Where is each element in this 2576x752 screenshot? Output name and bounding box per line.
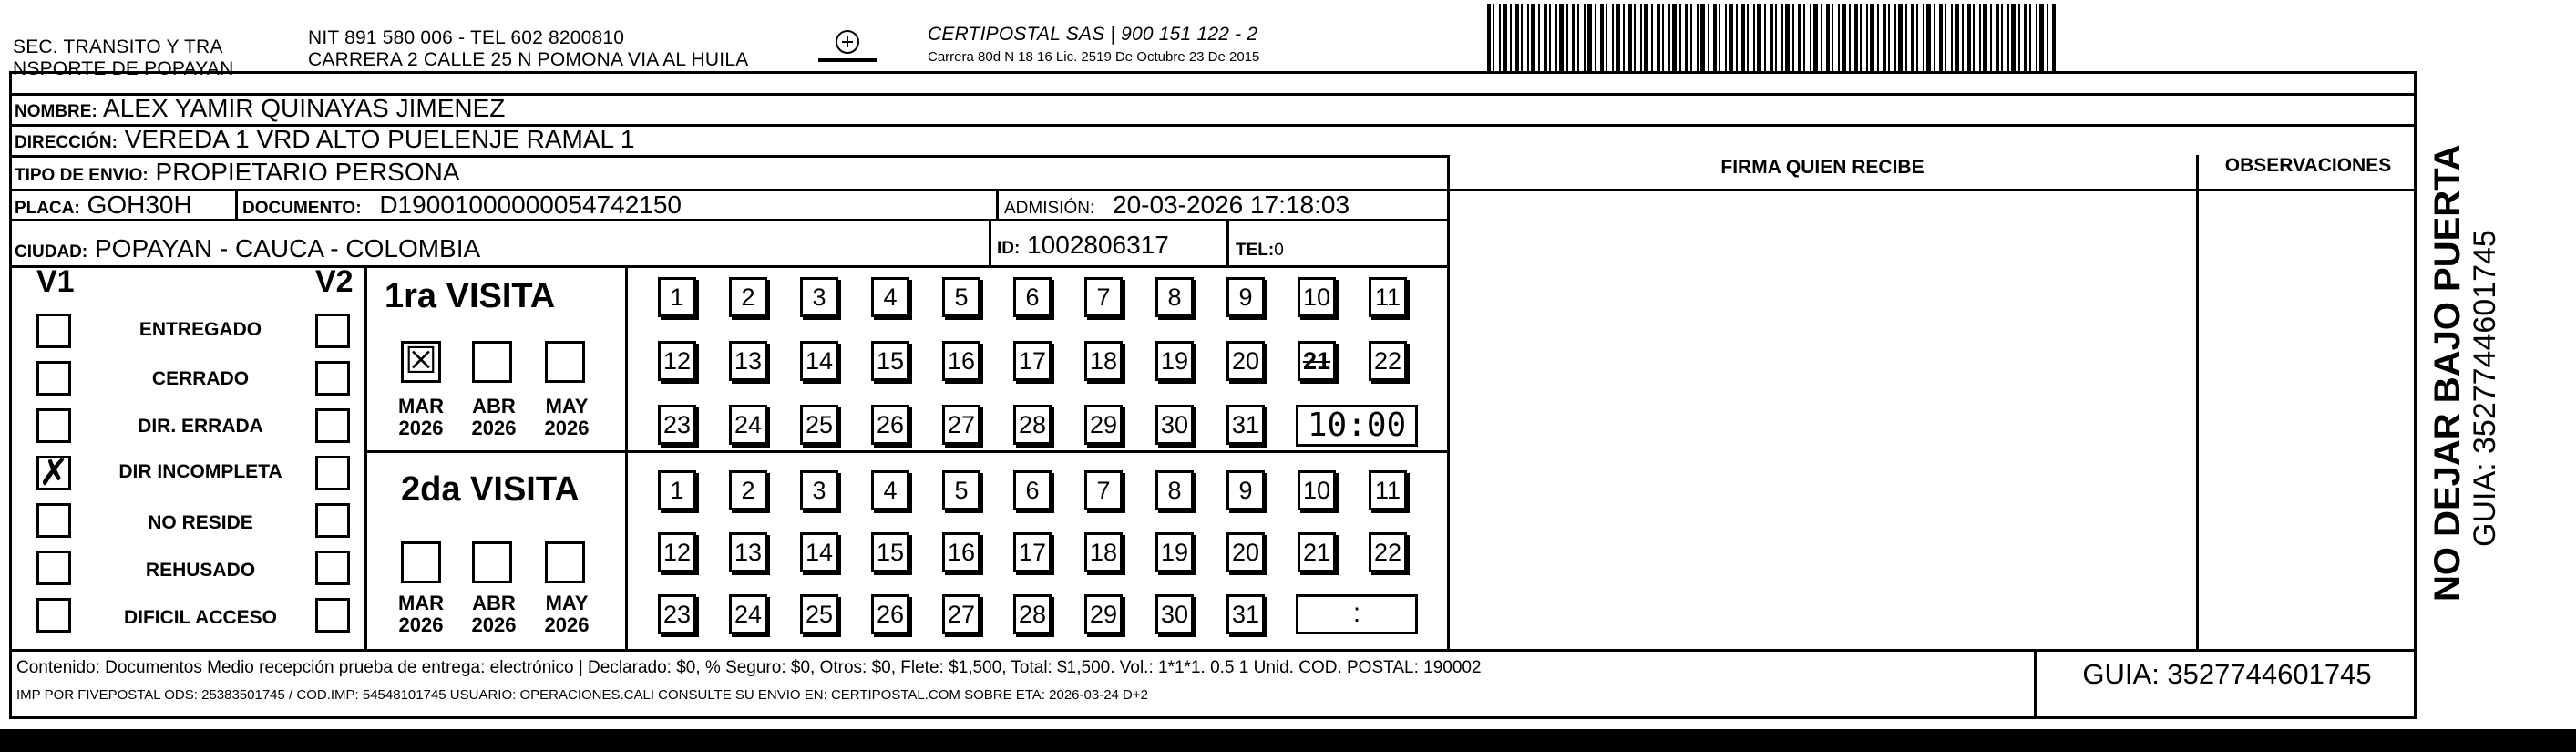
company-logo-icon <box>815 26 880 67</box>
day-box-1[interactable]: 1 <box>658 470 696 510</box>
vertical-guia: GUIA: 3527744601745 <box>2468 230 2502 547</box>
visit1-month-may <box>538 396 596 439</box>
footer-guia: GUIA: 3527744601745 <box>2082 658 2372 690</box>
placa-row <box>15 190 192 224</box>
visit2-month-may <box>538 592 596 636</box>
day-box-28[interactable]: 28 <box>1013 594 1052 634</box>
month-label: ABR <box>472 592 516 614</box>
visit1-title: 1ra VISITA <box>385 277 556 315</box>
day-box-30[interactable]: 30 <box>1155 405 1194 445</box>
day-box-29[interactable]: 29 <box>1084 594 1123 634</box>
day-box-19[interactable]: 19 <box>1155 341 1194 381</box>
v1-checkbox-dir-errada[interactable] <box>36 408 71 443</box>
direccion-row <box>15 124 634 159</box>
day-box-5[interactable]: 5 <box>942 470 980 510</box>
day-box-16[interactable]: 16 <box>942 341 980 381</box>
v1-checkbox-dir-incompleta[interactable] <box>36 452 71 494</box>
day-box-22[interactable]: 22 <box>1369 532 1407 572</box>
status-cerrado: CERRADO <box>151 368 250 389</box>
day-box-29[interactable]: 29 <box>1084 405 1123 445</box>
day-box-21[interactable]: 21 <box>1298 341 1336 381</box>
id-row <box>997 230 1169 264</box>
day-box-16[interactable]: 16 <box>942 532 980 572</box>
documento-label: DOCUMENTO: <box>242 199 362 218</box>
admision-value: 20-03-2026 17:18:03 <box>1113 191 1350 219</box>
v2-checkbox-cerrado[interactable] <box>315 361 350 396</box>
year-label: 2026 <box>398 613 444 636</box>
day-box-1[interactable]: 1 <box>658 277 696 317</box>
day-box-8[interactable]: 8 <box>1155 277 1194 317</box>
visit2-month-mar-box[interactable] <box>401 541 441 583</box>
visit2-month-abr-box[interactable] <box>472 541 512 583</box>
v1-checkbox-no-reside[interactable] <box>36 503 71 538</box>
nombre-value: ALEX YAMIR QUINAYAS JIMENEZ <box>103 94 506 122</box>
admision-label: ADMISIÓN: <box>1004 199 1095 218</box>
bottom-band <box>0 729 2576 752</box>
year-label: 2026 <box>544 417 590 439</box>
month-label: MAR <box>397 592 445 614</box>
v1-header: V1 <box>36 264 75 299</box>
footer-imp: IMP POR FIVEPOSTAL ODS: 25383501745 / COD.IMP: 54548101745 USUARIO: OPERACIONES.CALI CONSULTE SU ENVIO EN: CERTIPOSTAL.COM SOBRE ETA: 2026-03-24 D+2 <box>16 687 1148 703</box>
tipo-label: TIPO DE ENVIO: <box>15 166 149 185</box>
day-box-18[interactable]: 18 <box>1084 341 1123 381</box>
tipo-value: PROPIETARIO PERSONA <box>155 158 460 186</box>
tel-row <box>1236 232 1284 266</box>
visit1-time-box[interactable]: 10:00 <box>1296 405 1418 447</box>
v2-checkbox-no-reside[interactable] <box>315 503 350 538</box>
v2-checkbox-dir-incompleta[interactable] <box>315 456 350 490</box>
day-box-25[interactable]: 25 <box>800 405 838 445</box>
day-box-31[interactable]: 31 <box>1226 594 1265 634</box>
day-box-30[interactable]: 30 <box>1155 594 1194 634</box>
nit-line: NIT 891 580 006 - TEL 602 8200810 <box>308 27 625 48</box>
month-label: MAY <box>545 592 589 614</box>
documento-value: D19001000000054742150 <box>379 191 682 219</box>
day-box-12[interactable]: 12 <box>658 532 696 572</box>
footer-contenido: Contenido: Documentos Medio recepción prueba de entrega: electrónico | Declarado: $0, % Seguro: $0, Otros: $0, Flete: $1,500, Total: $1,500. Vol.: 1*1*1. 0.5 1 Unid. COD. POSTAL: 190002 <box>16 658 1482 677</box>
day-box-10[interactable]: 10 <box>1298 470 1336 510</box>
day-box-11[interactable]: 11 <box>1369 470 1407 510</box>
day-box-15[interactable]: 15 <box>871 341 909 381</box>
day-box-20[interactable]: 20 <box>1226 341 1265 381</box>
visit2-month-mar <box>392 592 450 636</box>
day-box-23[interactable]: 23 <box>658 405 696 445</box>
year-label: 2026 <box>544 613 590 636</box>
barcode <box>1487 4 2058 71</box>
status-dir-errada: DIR. ERRADA <box>138 416 263 437</box>
tipo-row <box>15 157 460 191</box>
tel-value: 0 <box>1274 241 1284 260</box>
day-box-14[interactable]: 14 <box>800 341 838 381</box>
day-box-25[interactable]: 25 <box>800 594 838 634</box>
day-box-2[interactable]: 2 <box>729 470 767 510</box>
signature-area[interactable] <box>1452 195 2191 645</box>
nombre-label: NOMBRE: <box>15 102 97 121</box>
direccion-label: DIRECCIÓN: <box>15 133 118 152</box>
day-box-6[interactable]: 6 <box>1013 277 1052 317</box>
v2-checkbox-dir-errada[interactable] <box>315 408 350 443</box>
placa-value: GOH30H <box>87 191 192 219</box>
nombre-row <box>15 93 505 128</box>
day-box-17[interactable]: 17 <box>1013 341 1052 381</box>
visit1-month-abr-box[interactable] <box>472 341 512 383</box>
day-box-4[interactable]: 4 <box>871 277 909 317</box>
year-label: 2026 <box>398 417 444 439</box>
status-rehusado: REHUSADO <box>145 560 256 581</box>
day-box-24[interactable]: 24 <box>729 405 767 445</box>
v1-checkbox-dificil-acceso[interactable] <box>36 598 71 633</box>
x-mark-icon: ☒ <box>405 340 437 382</box>
v2-header: V2 <box>315 264 354 299</box>
month-label: MAY <box>545 395 589 417</box>
v1-checkbox-entregado[interactable] <box>36 314 71 348</box>
day-box-18[interactable]: 18 <box>1084 532 1123 572</box>
day-box-28[interactable]: 28 <box>1013 405 1052 445</box>
day-box-5[interactable]: 5 <box>942 277 980 317</box>
id-value: 1002806317 <box>1027 231 1169 259</box>
v2-checkbox-rehusado[interactable] <box>315 551 350 585</box>
day-box-31[interactable]: 31 <box>1226 405 1265 445</box>
day-box-26[interactable]: 26 <box>871 594 909 634</box>
vertical-labels <box>2427 91 2502 602</box>
company-line: CERTIPOSTAL SAS | 900 151 122 - 2 <box>928 24 1258 45</box>
day-box-7[interactable]: 7 <box>1084 277 1123 317</box>
status-dificil-acceso: DIFICIL ACCESO <box>123 607 277 628</box>
day-box-6[interactable]: 6 <box>1013 470 1052 510</box>
day-box-15[interactable]: 15 <box>871 532 909 572</box>
status-no-reside: NO RESIDE <box>148 512 253 533</box>
placa-label: PLACA: <box>15 199 80 218</box>
day-box-4[interactable]: 4 <box>871 470 909 510</box>
month-label: MAR <box>397 395 445 417</box>
v2-checkbox-dificil-acceso[interactable] <box>315 598 350 633</box>
visit1-month-mar <box>392 396 450 439</box>
ciudad-label: CIUDAD: <box>15 242 88 262</box>
day-box-7[interactable]: 7 <box>1084 470 1123 510</box>
day-box-20[interactable]: 20 <box>1226 532 1265 572</box>
day-box-24[interactable]: 24 <box>729 594 767 634</box>
direccion-value: VEREDA 1 VRD ALTO PUELENJE RAMAL 1 <box>124 125 635 153</box>
visit1-month-may-box[interactable] <box>545 341 585 383</box>
documento-row <box>242 190 682 224</box>
year-label: 2026 <box>471 417 517 439</box>
tel-label: TEL: <box>1236 241 1275 260</box>
day-box-9[interactable]: 9 <box>1226 277 1265 317</box>
admision-row <box>1004 190 1350 224</box>
day-box-22[interactable]: 22 <box>1369 341 1407 381</box>
no-dejar-bajo-puerta: NO DEJAR BAJO PUERTA <box>2427 144 2468 602</box>
visit2-month-may-box[interactable] <box>545 541 585 583</box>
ciudad-value: POPAYAN - CAUCA - COLOMBIA <box>95 234 481 263</box>
x-mark-icon: ✗ <box>38 452 69 494</box>
status-dir-incompleta: DIR INCOMPLETA <box>118 461 282 482</box>
ciudad-row <box>15 233 480 268</box>
month-label: ABR <box>472 395 516 417</box>
address-line: CARRERA 2 CALLE 25 N POMONA VIA AL HUILA <box>308 49 749 70</box>
v2-checkbox-entregado[interactable] <box>315 314 350 348</box>
visit2-title: 2da VISITA <box>401 470 580 509</box>
sender-line-1: SEC. TRANSITO Y TRA <box>13 36 223 57</box>
observations-area[interactable] <box>2201 195 2413 645</box>
company-address: Carrera 80d N 18 16 Lic. 2519 De Octubre 23 De 2015 <box>928 49 1260 65</box>
day-box-8[interactable]: 8 <box>1155 470 1194 510</box>
day-box-11[interactable]: 11 <box>1369 277 1407 317</box>
day-box-27[interactable]: 27 <box>942 405 980 445</box>
day-box-14[interactable]: 14 <box>800 532 838 572</box>
day-box-23[interactable]: 23 <box>658 594 696 634</box>
visit2-time-box[interactable]: : <box>1296 594 1418 634</box>
v1-checkbox-cerrado[interactable] <box>36 361 71 396</box>
day-box-3[interactable]: 3 <box>800 277 838 317</box>
day-box-10[interactable]: 10 <box>1298 277 1336 317</box>
day-box-17[interactable]: 17 <box>1013 532 1052 572</box>
day-box-13[interactable]: 13 <box>729 341 767 381</box>
day-box-12[interactable]: 12 <box>658 341 696 381</box>
day-box-3[interactable]: 3 <box>800 470 838 510</box>
day-box-26[interactable]: 26 <box>871 405 909 445</box>
sender-contact <box>308 27 748 71</box>
v1-checkbox-rehusado[interactable] <box>36 551 71 585</box>
visit2-month-abr <box>465 592 523 636</box>
day-box-9[interactable]: 9 <box>1226 470 1265 510</box>
day-box-21[interactable]: 21 <box>1298 532 1336 572</box>
observaciones-header: OBSERVACIONES <box>2224 155 2392 176</box>
id-label: ID: <box>997 239 1021 258</box>
visit1-month-mar-box[interactable] <box>401 341 441 383</box>
sender-line-2: NSPORTE DE POPAYAN <box>13 58 234 79</box>
day-box-27[interactable]: 27 <box>942 594 980 634</box>
day-box-13[interactable]: 13 <box>729 532 767 572</box>
firma-header: FIRMA QUIEN RECIBE <box>1720 157 1924 178</box>
year-label: 2026 <box>471 613 517 636</box>
visit1-month-abr <box>465 396 523 439</box>
day-box-2[interactable]: 2 <box>729 277 767 317</box>
day-box-19[interactable]: 19 <box>1155 532 1194 572</box>
company-info <box>928 24 1259 66</box>
status-entregado: ENTREGADO <box>139 319 262 340</box>
